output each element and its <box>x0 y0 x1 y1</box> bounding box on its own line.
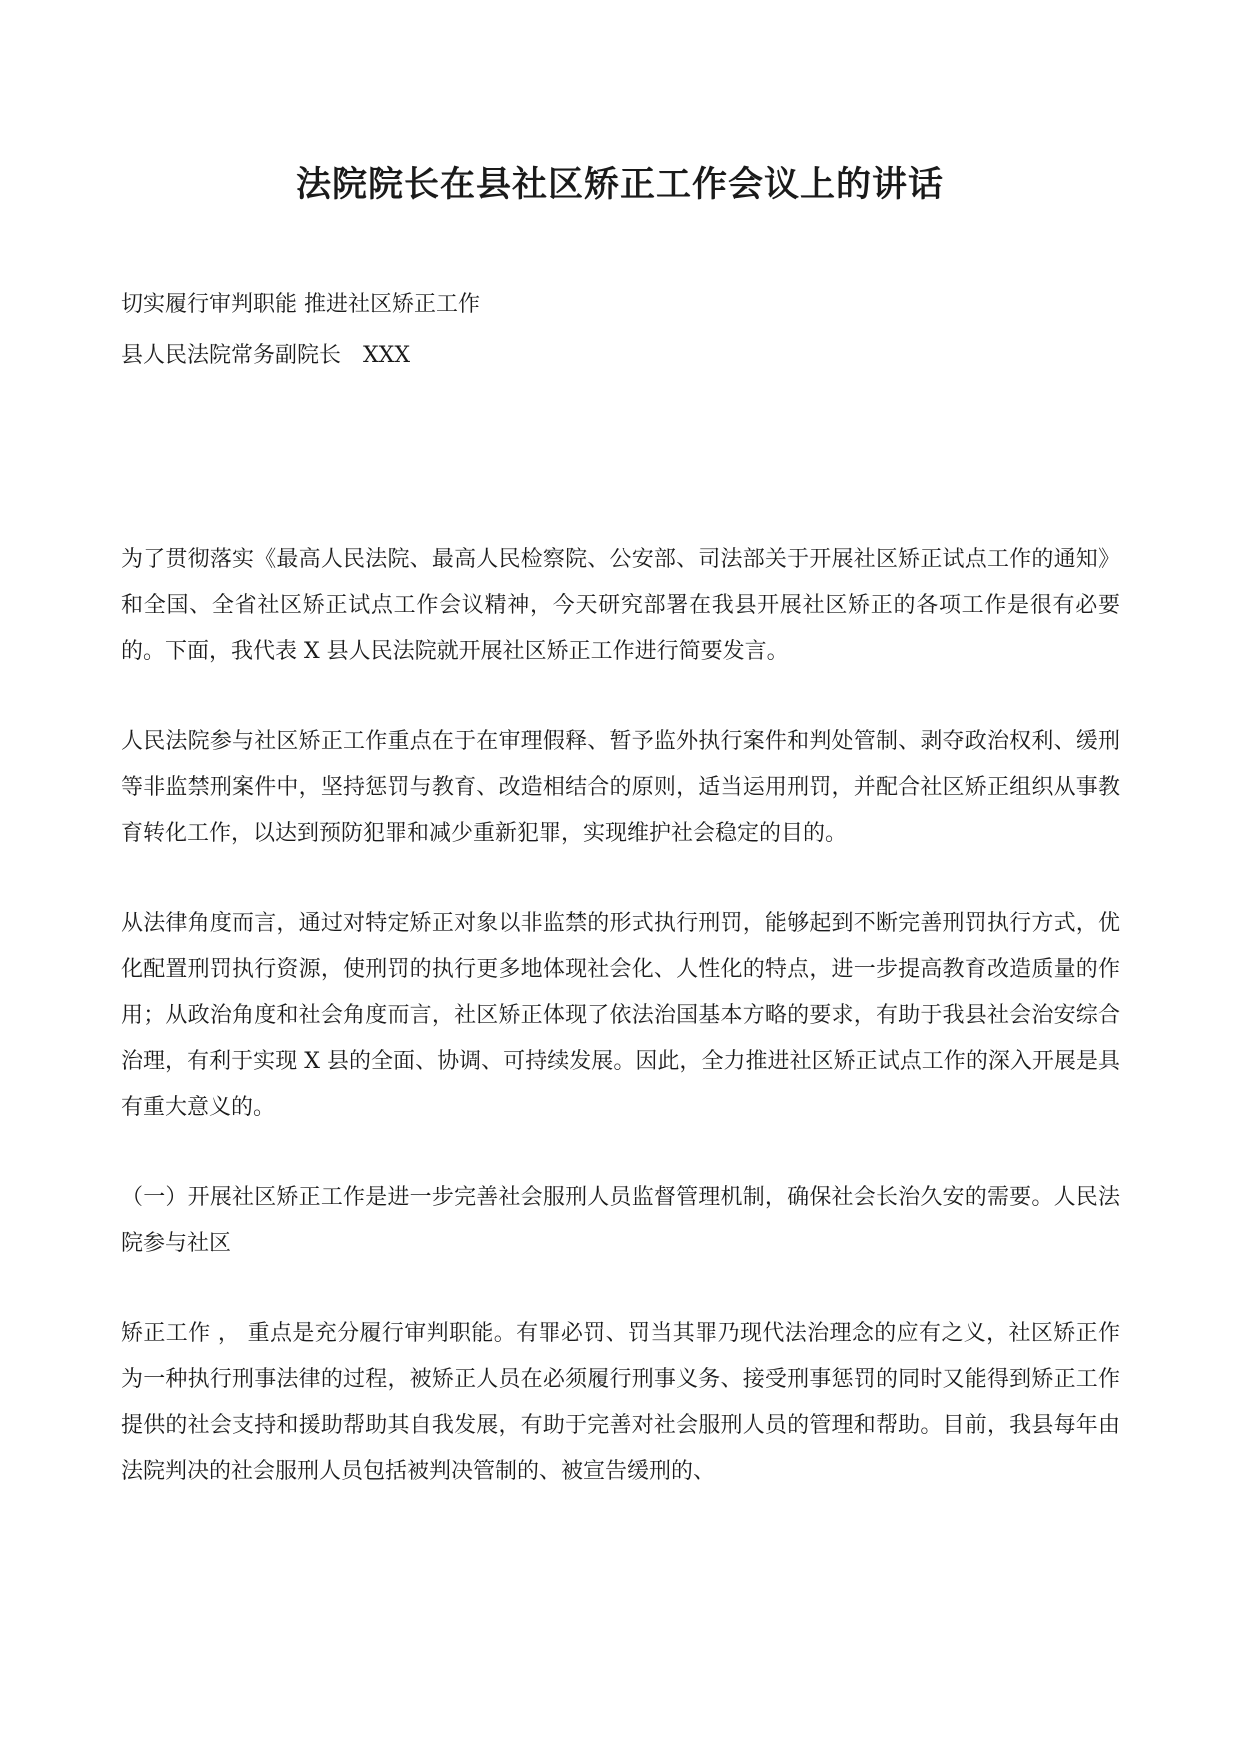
paragraph: 人民法院参与社区矫正工作重点在于在审理假释、暂予监外执行案件和判处管制、剥夺政治权利、缓刑等非监禁刑案件中，坚持惩罚与教育、改造相结合的原则，适当运用刑罚，并配合社区矫正组织从事教育转化工作，以达到预防犯罪和减少重新犯罪，实现维护社会稳定的目的。 <box>121 729 1120 846</box>
document-title: 法院院长在县社区矫正工作会议上的讲话 <box>295 164 944 205</box>
section-heading-paragraph: （一）开展社区矫正工作是进一步完善社会服刑人员监督管理机制，确保社会长治久安的需要。人民法院参与社区 <box>121 1185 1120 1256</box>
paragraph: 矫正工作 ， 重点是充分履行审判职能。有罪必罚、罚当其罪乃现代法治理念的应有之义，社区矫正作为一种执行刑事法律的过程，被矫正人员在必须履行刑事义务、接受刑事惩罚的同时又能得到矫正工作提供的社会支持和援助帮助其自我发展，有助于完善对社会服刑人员的管理和帮助。目前，我县每年由法院判决的社会服刑人员包括被判决管制的、被宣告缓刑的、 <box>121 1321 1120 1484</box>
speech-subtitle: 切实履行审判职能 推进社区矫正工作 <box>121 292 480 317</box>
document-body <box>121 537 1120 1539</box>
paragraph: 为了贯彻落实《最高人民法院、最高人民检察院、公安部、司法部关于开展社区矫正试点工作的通知》和全国、全省社区矫正试点工作会议精神，今天研究部署在我县开展社区矫正的各项工作是很有必要的。下面，我代表 X 县人民法院就开展社区矫正工作进行简要发言。 <box>121 547 1120 664</box>
paragraph: 从法律角度而言，通过对特定矫正对象以非监禁的形式执行刑罚，能够起到不断完善刑罚执行方式，优化配置刑罚执行资源，使刑罚的执行更多地体现社会化、人性化的特点，进一步提高教育改造质量的作用；从政治角度和社会角度而言，社区矫正体现了依法治国基本方略的要求，有助于我县社会治安综合治理，有利于实现 X 县的全面、协调、可持续发展。因此，全力推进社区矫正试点工作的深入开展是具有重大意义的。 <box>121 911 1120 1120</box>
speaker-line: 县人民法院常务副院长 XXX <box>121 343 410 368</box>
